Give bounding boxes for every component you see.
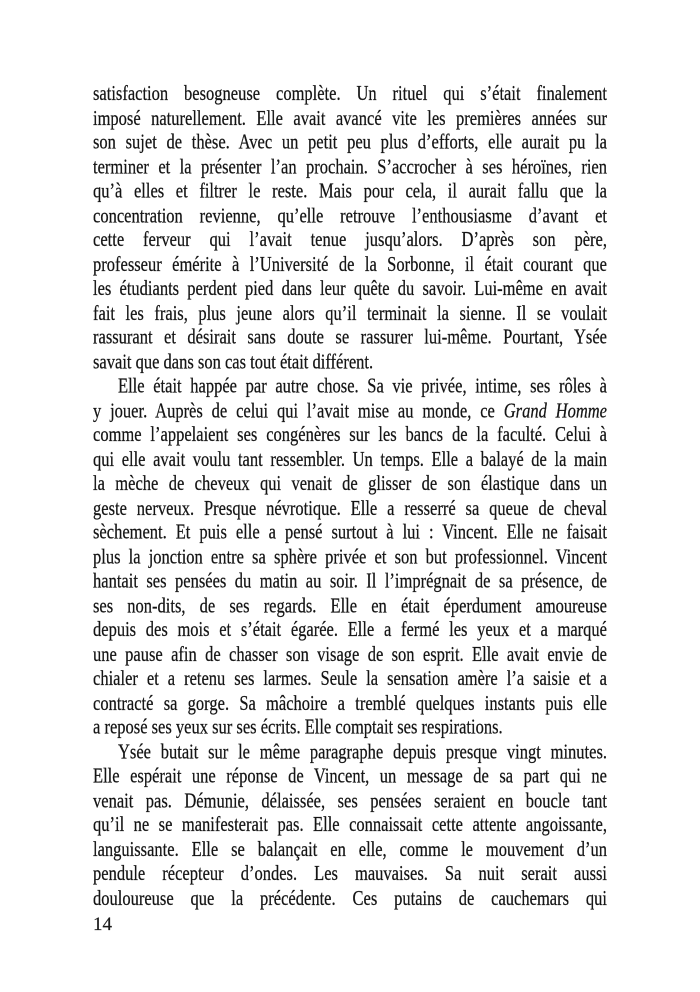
text-run: y jouer. Auprès de celui qui l’avait mise au monde, ce [93, 397, 504, 422]
text-line [93, 520, 607, 544]
text-run: geste nerveux. Presque névrotique. Elle a resserré sa queue de cheval [93, 495, 607, 520]
text-line [93, 812, 607, 836]
text-line [93, 593, 607, 617]
text-line [93, 569, 607, 593]
text-line [93, 325, 607, 349]
text-line [93, 154, 607, 178]
text-line [93, 349, 607, 373]
text-run: Ysée butait sur le même paragraphe depuis presque vingt minutes. [118, 739, 607, 763]
text-run: qu’à elles et filtrer le reste. Mais pour cela, il aurait fallu que la [93, 178, 607, 203]
text-run: depuis des mois et s’était égarée. Elle a fermé les yeux et a marqué [93, 617, 607, 641]
text-line [93, 666, 607, 690]
text-line [93, 788, 607, 812]
text-run: comme l’appelaient ses congénères sur les bancs de la faculté. Celui à [93, 422, 607, 446]
text-line [93, 422, 607, 446]
text-run: la mèche de cheveux qui venait de glisser de son élastique dans un [93, 471, 607, 495]
text-run: rassurant et désirait sans doute se rassurer lui-même. Pourtant, Ysée [93, 324, 607, 349]
text-line [93, 447, 607, 471]
text-line [93, 398, 607, 422]
text-line [93, 252, 607, 276]
italic-phrase: Grand Homme [503, 397, 607, 422]
text-line [93, 179, 607, 203]
text-run: douloureuse que la précédente. Ces putains de cauchemars qui [93, 885, 607, 910]
text-run: satisfaction besogneuse complète. Un rituel qui s’était finalement [93, 81, 607, 105]
text-run: une pause afin de chasser son visage de son esprit. Elle avait envie de [93, 641, 607, 666]
text-run: les étudiants perdent pied dans leur quête du savoir. Lui-même en avait [93, 276, 607, 300]
text-line [93, 861, 607, 885]
text-run: concentration revienne, qu’elle retrouve l’enthousiasme d’avant et [93, 202, 607, 227]
text-line [93, 885, 607, 909]
text-run: venait pas. Démunie, délaissée, ses pensées seraient en boucle tant [93, 787, 607, 812]
text-line [93, 764, 607, 788]
text-line [93, 739, 607, 763]
text-line [93, 642, 607, 666]
text-line [93, 300, 607, 324]
page-text [93, 81, 607, 910]
text-line [93, 81, 607, 105]
text-run: professeur émérite à l’Université de la Sorbonne, il était courant que [93, 251, 607, 276]
text-line [93, 276, 607, 300]
text-line [93, 227, 607, 251]
text-run: contracté sa gorge. Sa mâchoire a tremblé quelques instants puis elle [93, 690, 607, 715]
text-run: son sujet de thèse. Avec un petit peu plus d’efforts, elle aurait pu la [93, 129, 607, 154]
text-run: qu’il ne se manifesterait pas. Elle connaissait cette attente angoissante, [93, 812, 607, 836]
text-run: savait que dans son cas tout était différent. [93, 349, 374, 373]
text-line [93, 471, 607, 495]
text-run: Elle était happée par autre chose. Sa vie privée, intime, ses rôles à [118, 373, 607, 398]
text-line [93, 495, 607, 519]
text-line [93, 374, 607, 398]
text-run: chialer et a retenu ses larmes. Seule la sensation amère l’a saisie et a [93, 666, 607, 690]
text-line [93, 130, 607, 154]
page-number: 14 [93, 914, 112, 935]
text-run: terminer et la présenter l’an prochain. S’accrocher à ses héroïnes, rien [93, 154, 607, 178]
text-line [93, 690, 607, 714]
text-line [93, 617, 607, 641]
text-line [93, 715, 607, 739]
text-line [93, 544, 607, 568]
text-run: pendule récepteur d’ondes. Les mauvaises. Sa nuit serait aussi [93, 861, 607, 885]
text-line [93, 837, 607, 861]
text-run: sèchement. Et puis elle a pensé surtout à lui : Vincent. Elle ne faisait [93, 519, 607, 544]
text-run: cette ferveur qui l’avait tenue jusqu’alors. D’après son père, [93, 227, 607, 251]
text-run: a reposé ses yeux sur ses écrits. Elle comptait ses respirations. [93, 714, 503, 739]
text-run: ses non-dits, de ses regards. Elle en était éperdument amoureuse [93, 592, 607, 617]
text-line [93, 105, 607, 129]
text-run: languissante. Elle se balançait en elle, comme le mouvement d’un [93, 836, 607, 861]
text-run: qui elle avait voulu tant ressembler. Un temps. Elle a balayé de la main [93, 446, 607, 471]
text-run: plus la jonction entre sa sphère privée et son but professionnel. Vincent [93, 544, 607, 568]
text-line [93, 203, 607, 227]
text-run: imposé naturellement. Elle avait avancé vite les premières années sur [93, 105, 607, 130]
text-run: Elle espérait une réponse de Vincent, un message de sa part qui ne [93, 763, 607, 788]
text-run: fait les frais, plus jeune alors qu’il terminait la sienne. Il se voulait [93, 300, 607, 325]
text-run: hantait ses pensées du matin au soir. Il l’imprégnait de sa présence, de [93, 568, 607, 593]
